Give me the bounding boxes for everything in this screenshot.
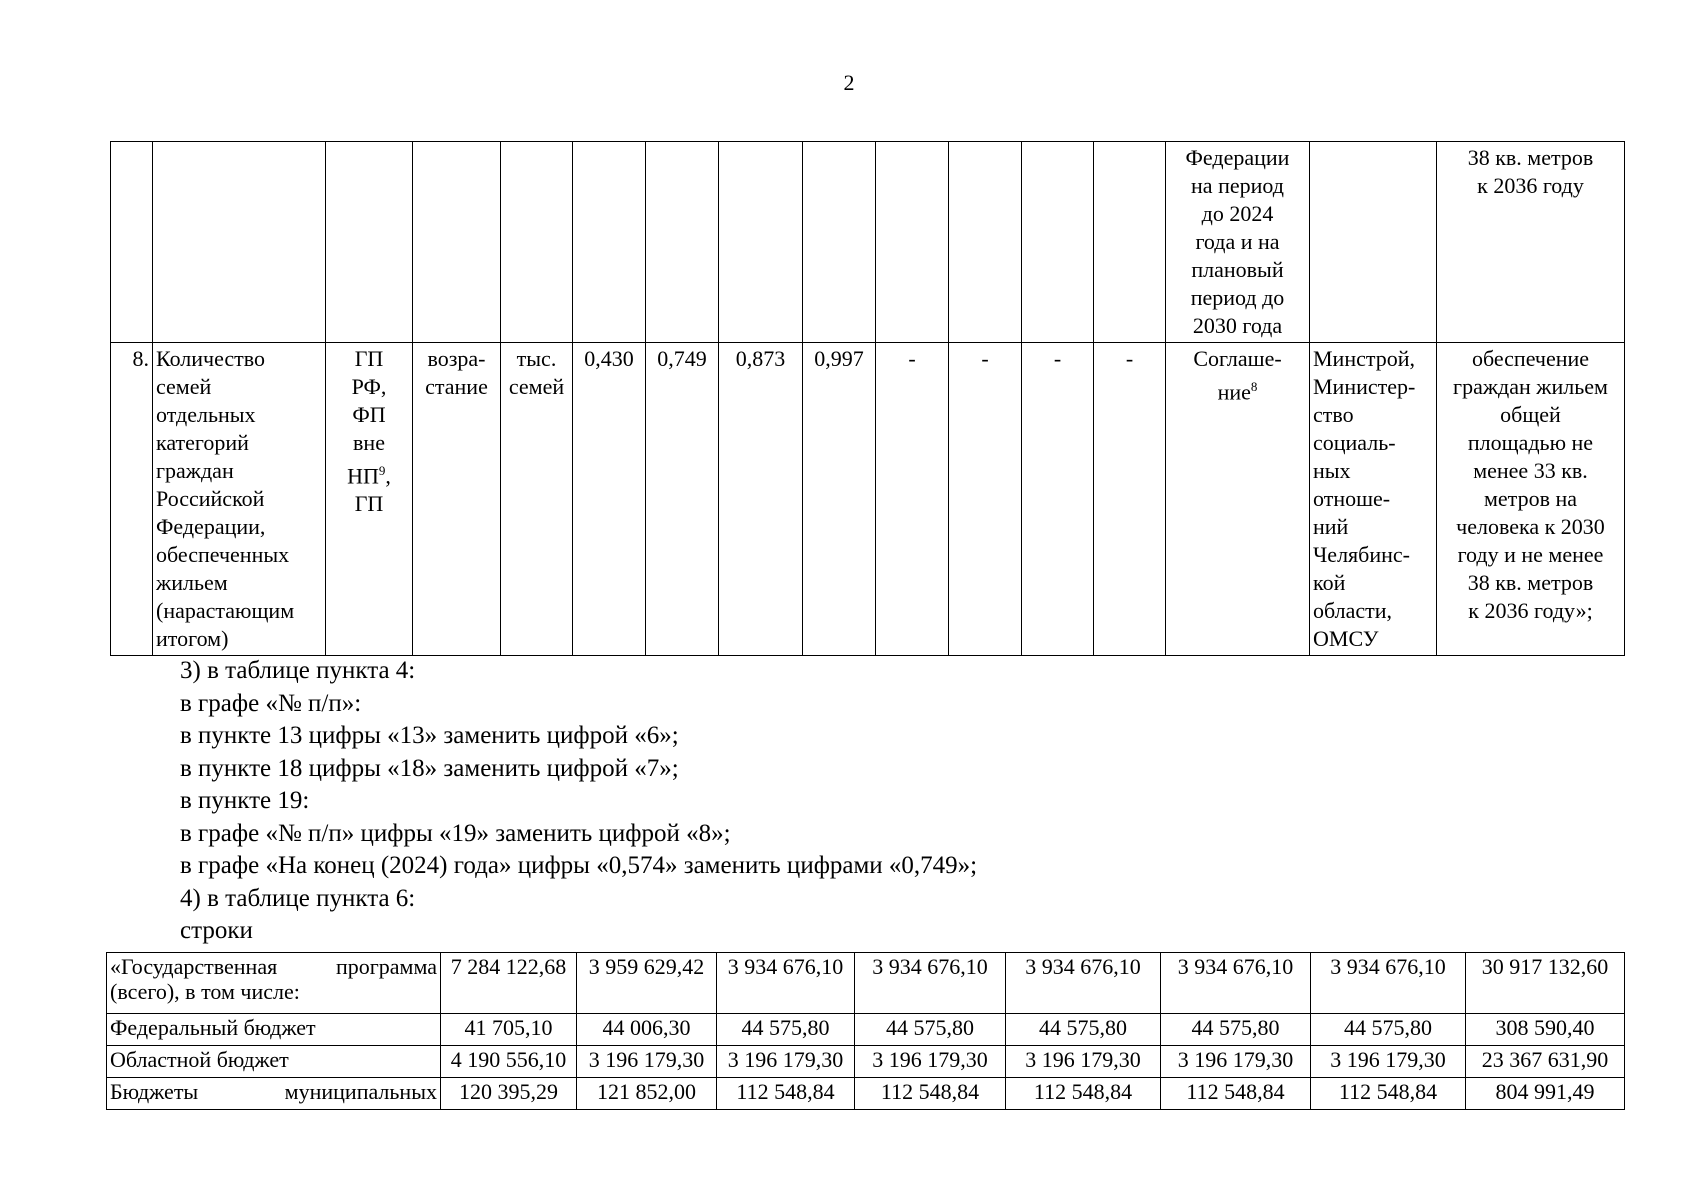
footnote-9: 9	[378, 463, 386, 478]
value-cell: 4 190 556,10	[441, 1046, 577, 1078]
document-cell	[1166, 343, 1310, 656]
text-line: семей	[156, 374, 212, 399]
text-line: ГП	[354, 491, 384, 517]
text-line: ФП	[352, 402, 386, 427]
table-cell	[501, 142, 573, 343]
result-cell	[1437, 343, 1625, 656]
value-cell: 7 284 122,68	[441, 953, 577, 1014]
value-cell: 3 934 676,10	[855, 953, 1006, 1014]
value-cell: 3 934 676,10	[717, 953, 855, 1014]
text-line: области,	[1313, 598, 1393, 623]
value-cell: 44 575,80	[717, 1014, 855, 1046]
table-row	[107, 1078, 1625, 1110]
paragraph: в пункте 19:	[180, 787, 310, 814]
text-line: кой	[1313, 570, 1346, 595]
text-line: ОМСУ	[1313, 626, 1379, 651]
text-line: общей	[1500, 402, 1561, 427]
total-cell: 308 590,40	[1466, 1014, 1625, 1046]
table-row-8	[111, 343, 1625, 656]
value-cell: 112 548,84	[855, 1078, 1006, 1110]
table-row	[107, 1014, 1625, 1046]
text-line: ство	[1313, 402, 1354, 427]
text-line: граждан жильем	[1453, 374, 1608, 399]
text-line	[110, 954, 437, 979]
text-line: возра-	[427, 346, 486, 371]
text-line: Министер-	[1313, 374, 1416, 399]
text-line: до 2024	[1201, 201, 1274, 226]
total-cell: 30 917 132,60	[1466, 953, 1625, 1014]
text-line: площадью не	[1467, 430, 1594, 455]
text-line: тыс.	[516, 346, 557, 371]
row-label	[107, 1078, 441, 1110]
text-line: (всего), в том числе:	[110, 979, 300, 1004]
text-line	[1169, 373, 1306, 406]
text-line: РФ,	[351, 374, 387, 399]
text-line: к 2036 году	[1477, 173, 1584, 198]
unit	[501, 343, 573, 656]
value-cell: 44 575,80	[1311, 1014, 1466, 1046]
table-cell	[326, 142, 413, 343]
text-line: (нарастающим	[156, 598, 295, 623]
value-cell: 3 934 676,10	[1161, 953, 1311, 1014]
page-number: 2	[843, 70, 855, 95]
amendment-text	[180, 655, 977, 948]
budget-table	[106, 952, 1625, 1110]
value-cell: 44 575,80	[1161, 1014, 1311, 1046]
label-word: программа	[335, 954, 437, 979]
text-line: граждан	[156, 458, 234, 483]
value-cell: 3 196 179,30	[855, 1046, 1006, 1078]
text-line: ГП	[354, 346, 384, 371]
dash-cell: -	[1094, 343, 1166, 656]
text-line: к 2036 году»;	[1468, 598, 1593, 623]
row-label	[107, 953, 441, 1014]
table-cell	[573, 142, 646, 343]
dash-cell: -	[1022, 343, 1094, 656]
table-cell	[1022, 142, 1094, 343]
text-line: итогом)	[156, 626, 229, 651]
total-cell: 804 991,49	[1466, 1078, 1625, 1110]
value-cell: 3 196 179,30	[1161, 1046, 1311, 1078]
value-cell: 41 705,10	[441, 1014, 577, 1046]
dash-cell: -	[876, 343, 949, 656]
text-line: человека к 2030	[1456, 514, 1605, 539]
table-cell	[803, 142, 876, 343]
paragraph: строки	[180, 917, 253, 944]
value-cell: 120 395,29	[441, 1078, 577, 1110]
text-line: отдельных	[156, 402, 256, 427]
dash-cell: -	[949, 343, 1022, 656]
table-row	[111, 142, 1625, 343]
value-cell: 112 548,84	[717, 1078, 855, 1110]
value-cell: 112 548,84	[1006, 1078, 1161, 1110]
table-cell	[719, 142, 803, 343]
text-line: Челябинс-	[1313, 542, 1410, 567]
doc-text: ние	[1217, 379, 1251, 405]
value-cell: 121 852,00	[577, 1078, 717, 1110]
text-line	[110, 1079, 437, 1104]
paragraph: 3) в таблице пункта 4:	[180, 657, 416, 684]
table-cell	[876, 142, 949, 343]
text-line: ний	[1313, 514, 1349, 539]
value-cell: 3 934 676,10	[1006, 953, 1161, 1014]
text-line: Российской	[156, 486, 265, 511]
value-cell: 3 196 179,30	[717, 1046, 855, 1078]
table-cell	[1094, 142, 1166, 343]
value-cell: 44 575,80	[1006, 1014, 1161, 1046]
text-line: обеспечение	[1471, 346, 1590, 371]
value-cell: 112 548,84	[1161, 1078, 1311, 1110]
row-label: Федеральный бюджет	[107, 1014, 441, 1046]
text-line: году и не менее	[1457, 542, 1604, 567]
table-cell	[153, 142, 326, 343]
paragraph: в графе «На конец (2024) года» цифры «0,574» заменить цифрами «0,749»;	[180, 852, 978, 879]
text-line: плановый	[1191, 257, 1284, 282]
value-cell: 0,873	[719, 343, 803, 656]
value-cell: 0,430	[573, 343, 646, 656]
table-cell	[646, 142, 719, 343]
text-line: жильем	[156, 570, 228, 595]
value-cell: 44 575,80	[855, 1014, 1006, 1046]
text-line: Федерации	[1185, 145, 1290, 170]
paragraph: в графе «№ п/п»:	[180, 689, 362, 717]
indicator-type	[326, 343, 413, 656]
text-line: 38 кв. метров	[1467, 145, 1594, 170]
text-line: года и на	[1195, 229, 1280, 254]
table-row	[107, 953, 1625, 1014]
text-line: период до	[1190, 285, 1285, 310]
value-cell: 0,749	[646, 343, 719, 656]
text-line: вне	[353, 430, 385, 455]
text-line: обеспеченных	[156, 542, 290, 567]
text-line: 38 кв. метров	[1467, 570, 1594, 595]
table-cell	[111, 142, 153, 343]
text-line: на период	[1191, 173, 1284, 198]
text-line: семей	[508, 374, 565, 399]
paragraph: в пункте 18 цифры «18» заменить цифрой «7»;	[180, 754, 679, 782]
value-cell: 3 196 179,30	[577, 1046, 717, 1078]
text-line: категорий	[156, 430, 249, 455]
text-line: метров на	[1484, 486, 1577, 511]
text-line: Количество	[156, 346, 266, 371]
table-cell	[413, 142, 501, 343]
text-line: менее 33 кв.	[1473, 458, 1588, 483]
value-cell: 3 934 676,10	[1311, 953, 1466, 1014]
growth-direction	[413, 343, 501, 656]
footnote-8: 8	[1250, 379, 1258, 394]
indicator-name	[153, 343, 326, 656]
value-cell: 3 196 179,30	[1006, 1046, 1161, 1078]
label-word: муниципальных	[284, 1079, 437, 1104]
value-cell: 3 959 629,42	[577, 953, 717, 1014]
row-label: Областной бюджет	[107, 1046, 441, 1078]
table-row	[107, 1046, 1625, 1078]
comma: ,	[385, 463, 391, 489]
text-line: Соглаше-	[1193, 346, 1282, 371]
responsible-cell	[1310, 343, 1437, 656]
table-cell	[949, 142, 1022, 343]
text-line	[329, 457, 409, 490]
row-number: 8.	[111, 343, 153, 656]
text-line: стание	[425, 374, 488, 399]
table-cell	[1310, 142, 1437, 343]
result-cell-continued	[1437, 142, 1625, 343]
text-line: отноше-	[1313, 486, 1391, 511]
document-cell-continued	[1166, 142, 1310, 343]
value-cell: 44 006,30	[577, 1014, 717, 1046]
label-word: «Государственная	[110, 954, 278, 979]
text-line: ных	[1313, 458, 1351, 483]
type-np: НП	[347, 463, 379, 489]
text-line: Федерации,	[156, 514, 266, 539]
paragraph: 4) в таблице пункта 6:	[180, 884, 416, 912]
text-line: 2030 года	[1192, 313, 1283, 338]
label-word: Бюджеты	[110, 1079, 199, 1104]
text-line: социаль-	[1313, 430, 1396, 455]
paragraph: в пункте 13 цифры «13» заменить цифрой «6»;	[180, 722, 679, 749]
indicators-table	[110, 141, 1625, 656]
text-line: Минстрой,	[1313, 346, 1416, 371]
value-cell: 3 196 179,30	[1311, 1046, 1466, 1078]
value-cell: 112 548,84	[1311, 1078, 1466, 1110]
total-cell: 23 367 631,90	[1466, 1046, 1625, 1078]
value-cell: 0,997	[803, 343, 876, 656]
paragraph: в графе «№ п/п» цифры «19» заменить цифрой «8»;	[180, 819, 731, 847]
